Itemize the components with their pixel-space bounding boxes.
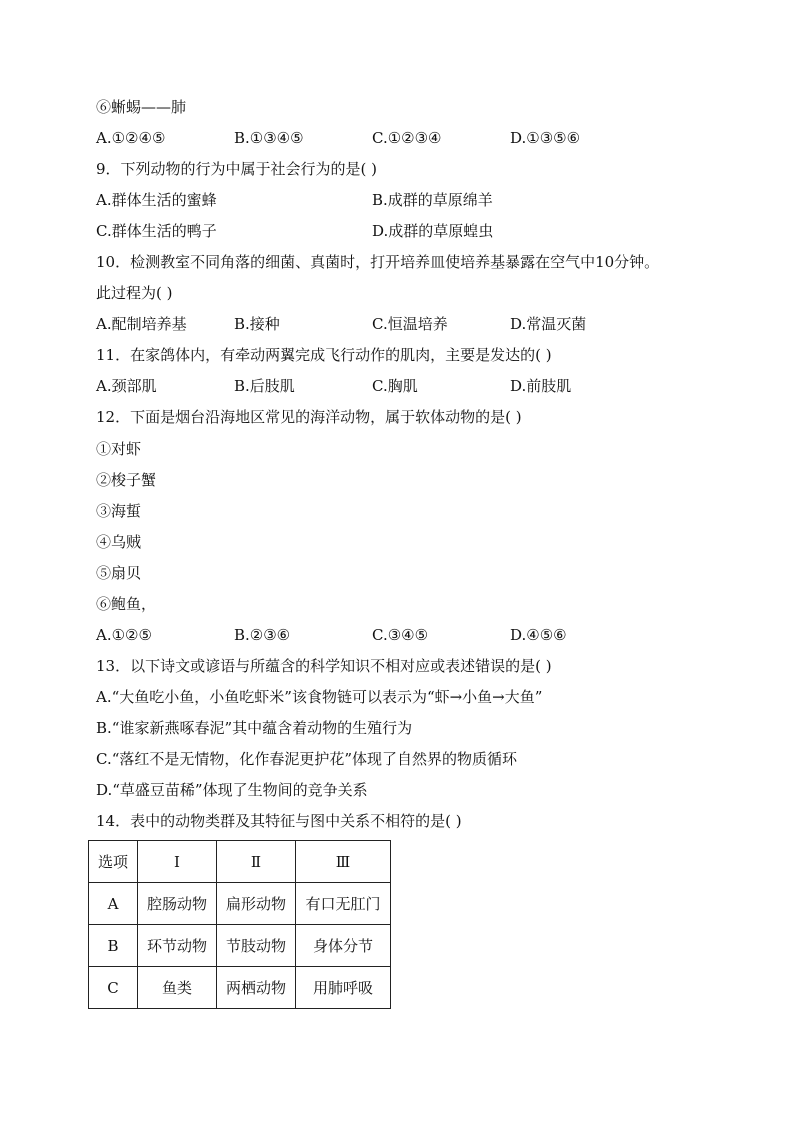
q11-options [96, 376, 716, 396]
q12-options [96, 625, 716, 645]
table-cell: 扁形动物 [217, 883, 296, 925]
q11-option-a: A.颈部肌 [96, 377, 157, 395]
q14-stem: 14．表中的动物类群及其特征与图中关系不相符的是( ) [96, 812, 462, 830]
q12-option-c: C.③④⑤ [372, 626, 429, 644]
q10-options [96, 314, 716, 334]
q10-option-c: C.恒温培养 [372, 315, 448, 333]
q13-stem: 13．以下诗文或谚语与所蕴含的科学知识不相对应或表述错误的是( ) [96, 657, 552, 675]
table-header-cell: Ⅰ [138, 841, 217, 883]
q12-option-b: B.②③⑥ [234, 626, 291, 644]
q9-stem: 9．下列动物的行为中属于社会行为的是( ) [96, 160, 378, 178]
q11-stem: 11．在家鸽体内，有牵动两翼完成飞行动作的肌肉，主要是发达的( ) [96, 346, 552, 364]
q9-options-row1 [96, 190, 716, 210]
q8-option-b: B.①③④⑤ [234, 129, 304, 147]
q11-option-c: C.胸肌 [372, 377, 418, 395]
q13-option-d: D.“草盛豆苗稀”体现了生物间的竞争关系 [96, 781, 368, 799]
q12-item-3: ③海蜇 [96, 502, 142, 520]
q10-option-b: B.接种 [234, 315, 280, 333]
q9-option-d: D.成群的草原蝗虫 [372, 222, 494, 240]
q12-item-5: ⑤扇贝 [96, 564, 142, 582]
q9-option-c: C.群体生活的鸭子 [96, 222, 217, 240]
q10-option-d: D.常温灭菌 [510, 315, 587, 333]
table-header-cell: Ⅲ [296, 841, 391, 883]
q8-option-c: C.①②③④ [372, 129, 442, 147]
table-cell: 节肢动物 [217, 925, 296, 967]
q9-option-a: A.群体生活的蜜蜂 [96, 191, 217, 209]
table-cell: 有口无肛门 [296, 883, 391, 925]
q12-item-1: ①对虾 [96, 440, 142, 458]
q8-last-item: ⑥蜥蜴——肺 [96, 98, 187, 116]
table-cell: 两栖动物 [217, 967, 296, 1009]
q14-table [88, 840, 391, 1009]
table-cell: 用肺呼吸 [296, 967, 391, 1009]
q13-option-a: A.“大鱼吃小鱼，小鱼吃虾米”该食物链可以表示为“虾→小鱼→大鱼” [96, 688, 543, 706]
q10-stem-continued: 此过程为( ) [96, 284, 173, 302]
q8-option-d: D.①③⑤⑥ [510, 129, 581, 147]
q12-option-d: D.④⑤⑥ [510, 626, 567, 644]
table-header-cell: Ⅱ [217, 841, 296, 883]
table-cell: C [89, 967, 138, 1009]
table-header-row [89, 841, 391, 883]
table-row [89, 883, 391, 925]
q12-item-6: ⑥鲍鱼， [96, 595, 157, 613]
table-header-cell: 选项 [89, 841, 138, 883]
q11-option-b: B.后肢肌 [234, 377, 295, 395]
table-row [89, 925, 391, 967]
table-cell: 环节动物 [138, 925, 217, 967]
q13-option-c: C.“落红不是无情物，化作春泥更护花”体现了自然界的物质循环 [96, 750, 518, 768]
table-cell: 腔肠动物 [138, 883, 217, 925]
table-cell: B [89, 925, 138, 967]
q8-options [96, 128, 716, 148]
q10-option-a: A.配制培养基 [96, 315, 187, 333]
q12-stem: 12．下面是烟台沿海地区常见的海洋动物，属于软体动物的是( ) [96, 408, 522, 426]
table-cell: A [89, 883, 138, 925]
q11-option-d: D.前肢肌 [510, 377, 572, 395]
q10-stem: 10．检测教室不同角落的细菌、真菌时，打开培养皿使培养基暴露在空气中10分钟。 [96, 253, 660, 271]
q8-option-a: A.①②④⑤ [96, 129, 166, 147]
table-cell: 鱼类 [138, 967, 217, 1009]
q13-option-b: B.“谁家新燕啄春泥”其中蕴含着动物的生殖行为 [96, 719, 413, 737]
table-row [89, 967, 391, 1009]
table-cell: 身体分节 [296, 925, 391, 967]
q12-item-4: ④乌贼 [96, 533, 142, 551]
q9-option-b: B.成群的草原绵羊 [372, 191, 493, 209]
q12-item-2: ②梭子蟹 [96, 471, 157, 489]
q9-options-row2 [96, 221, 716, 241]
q12-option-a: A.①②⑤ [96, 626, 152, 644]
